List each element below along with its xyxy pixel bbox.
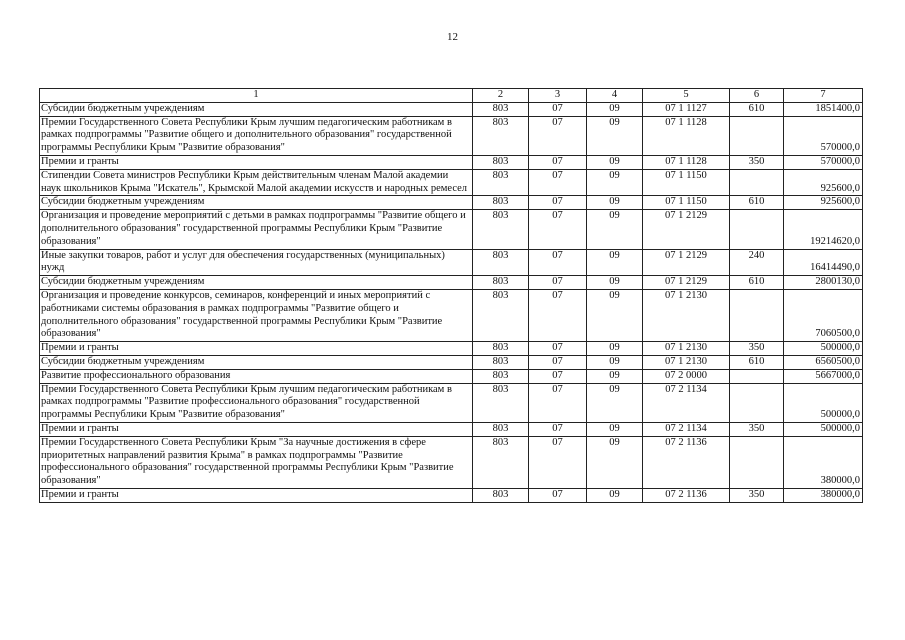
row-code-subsection: 09 xyxy=(587,102,643,116)
row-code-expense-type: 240 xyxy=(730,249,784,276)
row-description: Премии и гранты xyxy=(40,155,473,169)
row-code-ministry: 803 xyxy=(473,169,529,196)
row-code-target: 07 2 1136 xyxy=(643,488,730,502)
row-code-target: 07 1 1150 xyxy=(643,196,730,210)
row-description: Субсидии бюджетным учреждениям xyxy=(40,196,473,210)
row-code-target: 07 2 1134 xyxy=(643,422,730,436)
row-code-target: 07 1 2129 xyxy=(643,249,730,276)
row-description: Субсидии бюджетным учреждениям xyxy=(40,355,473,369)
row-description: Субсидии бюджетным учреждениям xyxy=(40,102,473,116)
row-code-section: 07 xyxy=(529,342,587,356)
row-code-ministry: 803 xyxy=(473,210,529,249)
row-code-ministry: 803 xyxy=(473,196,529,210)
row-code-ministry: 803 xyxy=(473,116,529,155)
row-code-subsection: 09 xyxy=(587,436,643,488)
row-code-section: 07 xyxy=(529,488,587,502)
row-code-ministry: 803 xyxy=(473,436,529,488)
row-amount: 1851400,0 xyxy=(784,102,863,116)
table-row xyxy=(40,383,863,422)
row-code-expense-type: 610 xyxy=(730,196,784,210)
page-number: 12 xyxy=(447,31,458,43)
row-code-ministry: 803 xyxy=(473,342,529,356)
row-code-target: 07 1 2130 xyxy=(643,289,730,341)
table-row xyxy=(40,436,863,488)
table-row xyxy=(40,155,863,169)
row-code-section: 07 xyxy=(529,196,587,210)
row-code-subsection: 09 xyxy=(587,116,643,155)
row-code-target: 07 1 1150 xyxy=(643,169,730,196)
row-amount: 380000,0 xyxy=(784,488,863,502)
row-code-expense-type: 610 xyxy=(730,102,784,116)
row-code-target: 07 1 1128 xyxy=(643,116,730,155)
row-amount: 380000,0 xyxy=(784,436,863,488)
row-code-target: 07 1 2130 xyxy=(643,342,730,356)
row-code-section: 07 xyxy=(529,155,587,169)
row-description: Стипендии Совета министров Республики Крым действительным членам Малой академии наук школьников Крыма "Искатель", Крымской Малой академии искусств и народных ремесел xyxy=(40,169,473,196)
table-row xyxy=(40,102,863,116)
row-code-section: 07 xyxy=(529,169,587,196)
row-code-expense-type xyxy=(730,383,784,422)
row-code-expense-type: 610 xyxy=(730,355,784,369)
row-code-subsection: 09 xyxy=(587,369,643,383)
table-row xyxy=(40,342,863,356)
row-code-subsection: 09 xyxy=(587,276,643,290)
row-description: Иные закупки товаров, работ и услуг для обеспечения государственных (муниципальных) нужд xyxy=(40,249,473,276)
row-amount: 500000,0 xyxy=(784,342,863,356)
table-row xyxy=(40,210,863,249)
row-amount: 925600,0 xyxy=(784,169,863,196)
row-code-expense-type xyxy=(730,210,784,249)
header-cell: 3 xyxy=(529,89,587,103)
row-code-section: 07 xyxy=(529,355,587,369)
row-code-ministry: 803 xyxy=(473,155,529,169)
row-code-target: 07 2 0000 xyxy=(643,369,730,383)
row-code-subsection: 09 xyxy=(587,155,643,169)
row-code-expense-type: 350 xyxy=(730,342,784,356)
row-code-subsection: 09 xyxy=(587,355,643,369)
row-description: Премии Государственного Совета Республики Крым "За научные достижения в сфере приоритетных направлений развития Крыма" в рамках подпрограммы "Развитие профессионального образования" государственной программы Республики Крым "Развитие образования" xyxy=(40,436,473,488)
row-code-section: 07 xyxy=(529,422,587,436)
row-code-ministry: 803 xyxy=(473,355,529,369)
row-description: Премии Государственного Совета Республики Крым лучшим педагогическим работникам в рамках подпрограммы "Развитие профессионального образования" государственной программы Республики Крым "Развитие образования" xyxy=(40,383,473,422)
row-code-subsection: 09 xyxy=(587,249,643,276)
row-code-section: 07 xyxy=(529,369,587,383)
row-code-section: 07 xyxy=(529,210,587,249)
row-code-section: 07 xyxy=(529,249,587,276)
row-amount: 16414490,0 xyxy=(784,249,863,276)
row-code-subsection: 09 xyxy=(587,210,643,249)
row-code-subsection: 09 xyxy=(587,289,643,341)
row-code-target: 07 1 2129 xyxy=(643,210,730,249)
row-amount: 7060500,0 xyxy=(784,289,863,341)
row-code-target: 07 2 1136 xyxy=(643,436,730,488)
row-code-expense-type: 350 xyxy=(730,488,784,502)
row-description: Организация и проведение конкурсов, семинаров, конференций и иных мероприятий с работниками системы образования в рамках подпрограммы "Развитие общего и дополнительного образования" государственной программы Республики Крым "Развитие образования" xyxy=(40,289,473,341)
row-code-section: 07 xyxy=(529,289,587,341)
row-code-section: 07 xyxy=(529,102,587,116)
row-description: Развитие профессионального образования xyxy=(40,369,473,383)
table-row xyxy=(40,422,863,436)
row-code-section: 07 xyxy=(529,436,587,488)
row-amount: 2800130,0 xyxy=(784,276,863,290)
row-code-expense-type: 610 xyxy=(730,276,784,290)
row-description: Организация и проведение мероприятий с детьми в рамках подпрограммы "Развитие общего и дополнительного образования" государственной программы Республики Крым "Развитие образования" xyxy=(40,210,473,249)
row-code-expense-type xyxy=(730,116,784,155)
table-row xyxy=(40,196,863,210)
table-row xyxy=(40,289,863,341)
row-code-subsection: 09 xyxy=(587,342,643,356)
row-code-target: 07 1 1128 xyxy=(643,155,730,169)
row-code-expense-type xyxy=(730,369,784,383)
row-code-ministry: 803 xyxy=(473,289,529,341)
row-amount: 925600,0 xyxy=(784,196,863,210)
header-cell: 2 xyxy=(473,89,529,103)
row-code-subsection: 09 xyxy=(587,196,643,210)
table-row xyxy=(40,488,863,502)
row-code-expense-type xyxy=(730,436,784,488)
row-amount: 570000,0 xyxy=(784,116,863,155)
header-cell: 6 xyxy=(730,89,784,103)
row-code-ministry: 803 xyxy=(473,276,529,290)
table-row xyxy=(40,276,863,290)
row-amount: 500000,0 xyxy=(784,383,863,422)
row-code-ministry: 803 xyxy=(473,249,529,276)
table-row xyxy=(40,355,863,369)
header-cell: 4 xyxy=(587,89,643,103)
table-row xyxy=(40,169,863,196)
row-description: Премии Государственного Совета Республики Крым лучшим педагогическим работникам в рамках подпрограммы "Развитие общего и дополнительного образования" государственной программы Республики Крым "Развитие образования" xyxy=(40,116,473,155)
table-header-row xyxy=(40,89,863,103)
header-cell: 1 xyxy=(40,89,473,103)
table-row xyxy=(40,116,863,155)
row-description: Субсидии бюджетным учреждениям xyxy=(40,276,473,290)
row-code-expense-type xyxy=(730,169,784,196)
table-row xyxy=(40,249,863,276)
row-code-target: 07 1 1127 xyxy=(643,102,730,116)
row-amount: 5667000,0 xyxy=(784,369,863,383)
row-code-subsection: 09 xyxy=(587,383,643,422)
row-amount: 570000,0 xyxy=(784,155,863,169)
row-description: Премии и гранты xyxy=(40,422,473,436)
row-code-ministry: 803 xyxy=(473,488,529,502)
row-code-expense-type: 350 xyxy=(730,422,784,436)
table-row xyxy=(40,369,863,383)
row-code-subsection: 09 xyxy=(587,488,643,502)
row-code-target: 07 1 2130 xyxy=(643,355,730,369)
row-code-ministry: 803 xyxy=(473,102,529,116)
row-code-target: 07 2 1134 xyxy=(643,383,730,422)
row-code-ministry: 803 xyxy=(473,383,529,422)
row-code-expense-type: 350 xyxy=(730,155,784,169)
row-code-subsection: 09 xyxy=(587,169,643,196)
row-code-target: 07 1 2129 xyxy=(643,276,730,290)
row-code-section: 07 xyxy=(529,383,587,422)
row-code-ministry: 803 xyxy=(473,369,529,383)
row-code-expense-type xyxy=(730,289,784,341)
row-amount: 500000,0 xyxy=(784,422,863,436)
header-cell: 5 xyxy=(643,89,730,103)
row-code-section: 07 xyxy=(529,276,587,290)
row-description: Премии и гранты xyxy=(40,342,473,356)
row-amount: 19214620,0 xyxy=(784,210,863,249)
row-description: Премии и гранты xyxy=(40,488,473,502)
header-cell: 7 xyxy=(784,89,863,103)
budget-table xyxy=(39,88,863,503)
row-amount: 6560500,0 xyxy=(784,355,863,369)
row-code-section: 07 xyxy=(529,116,587,155)
row-code-subsection: 09 xyxy=(587,422,643,436)
row-code-ministry: 803 xyxy=(473,422,529,436)
